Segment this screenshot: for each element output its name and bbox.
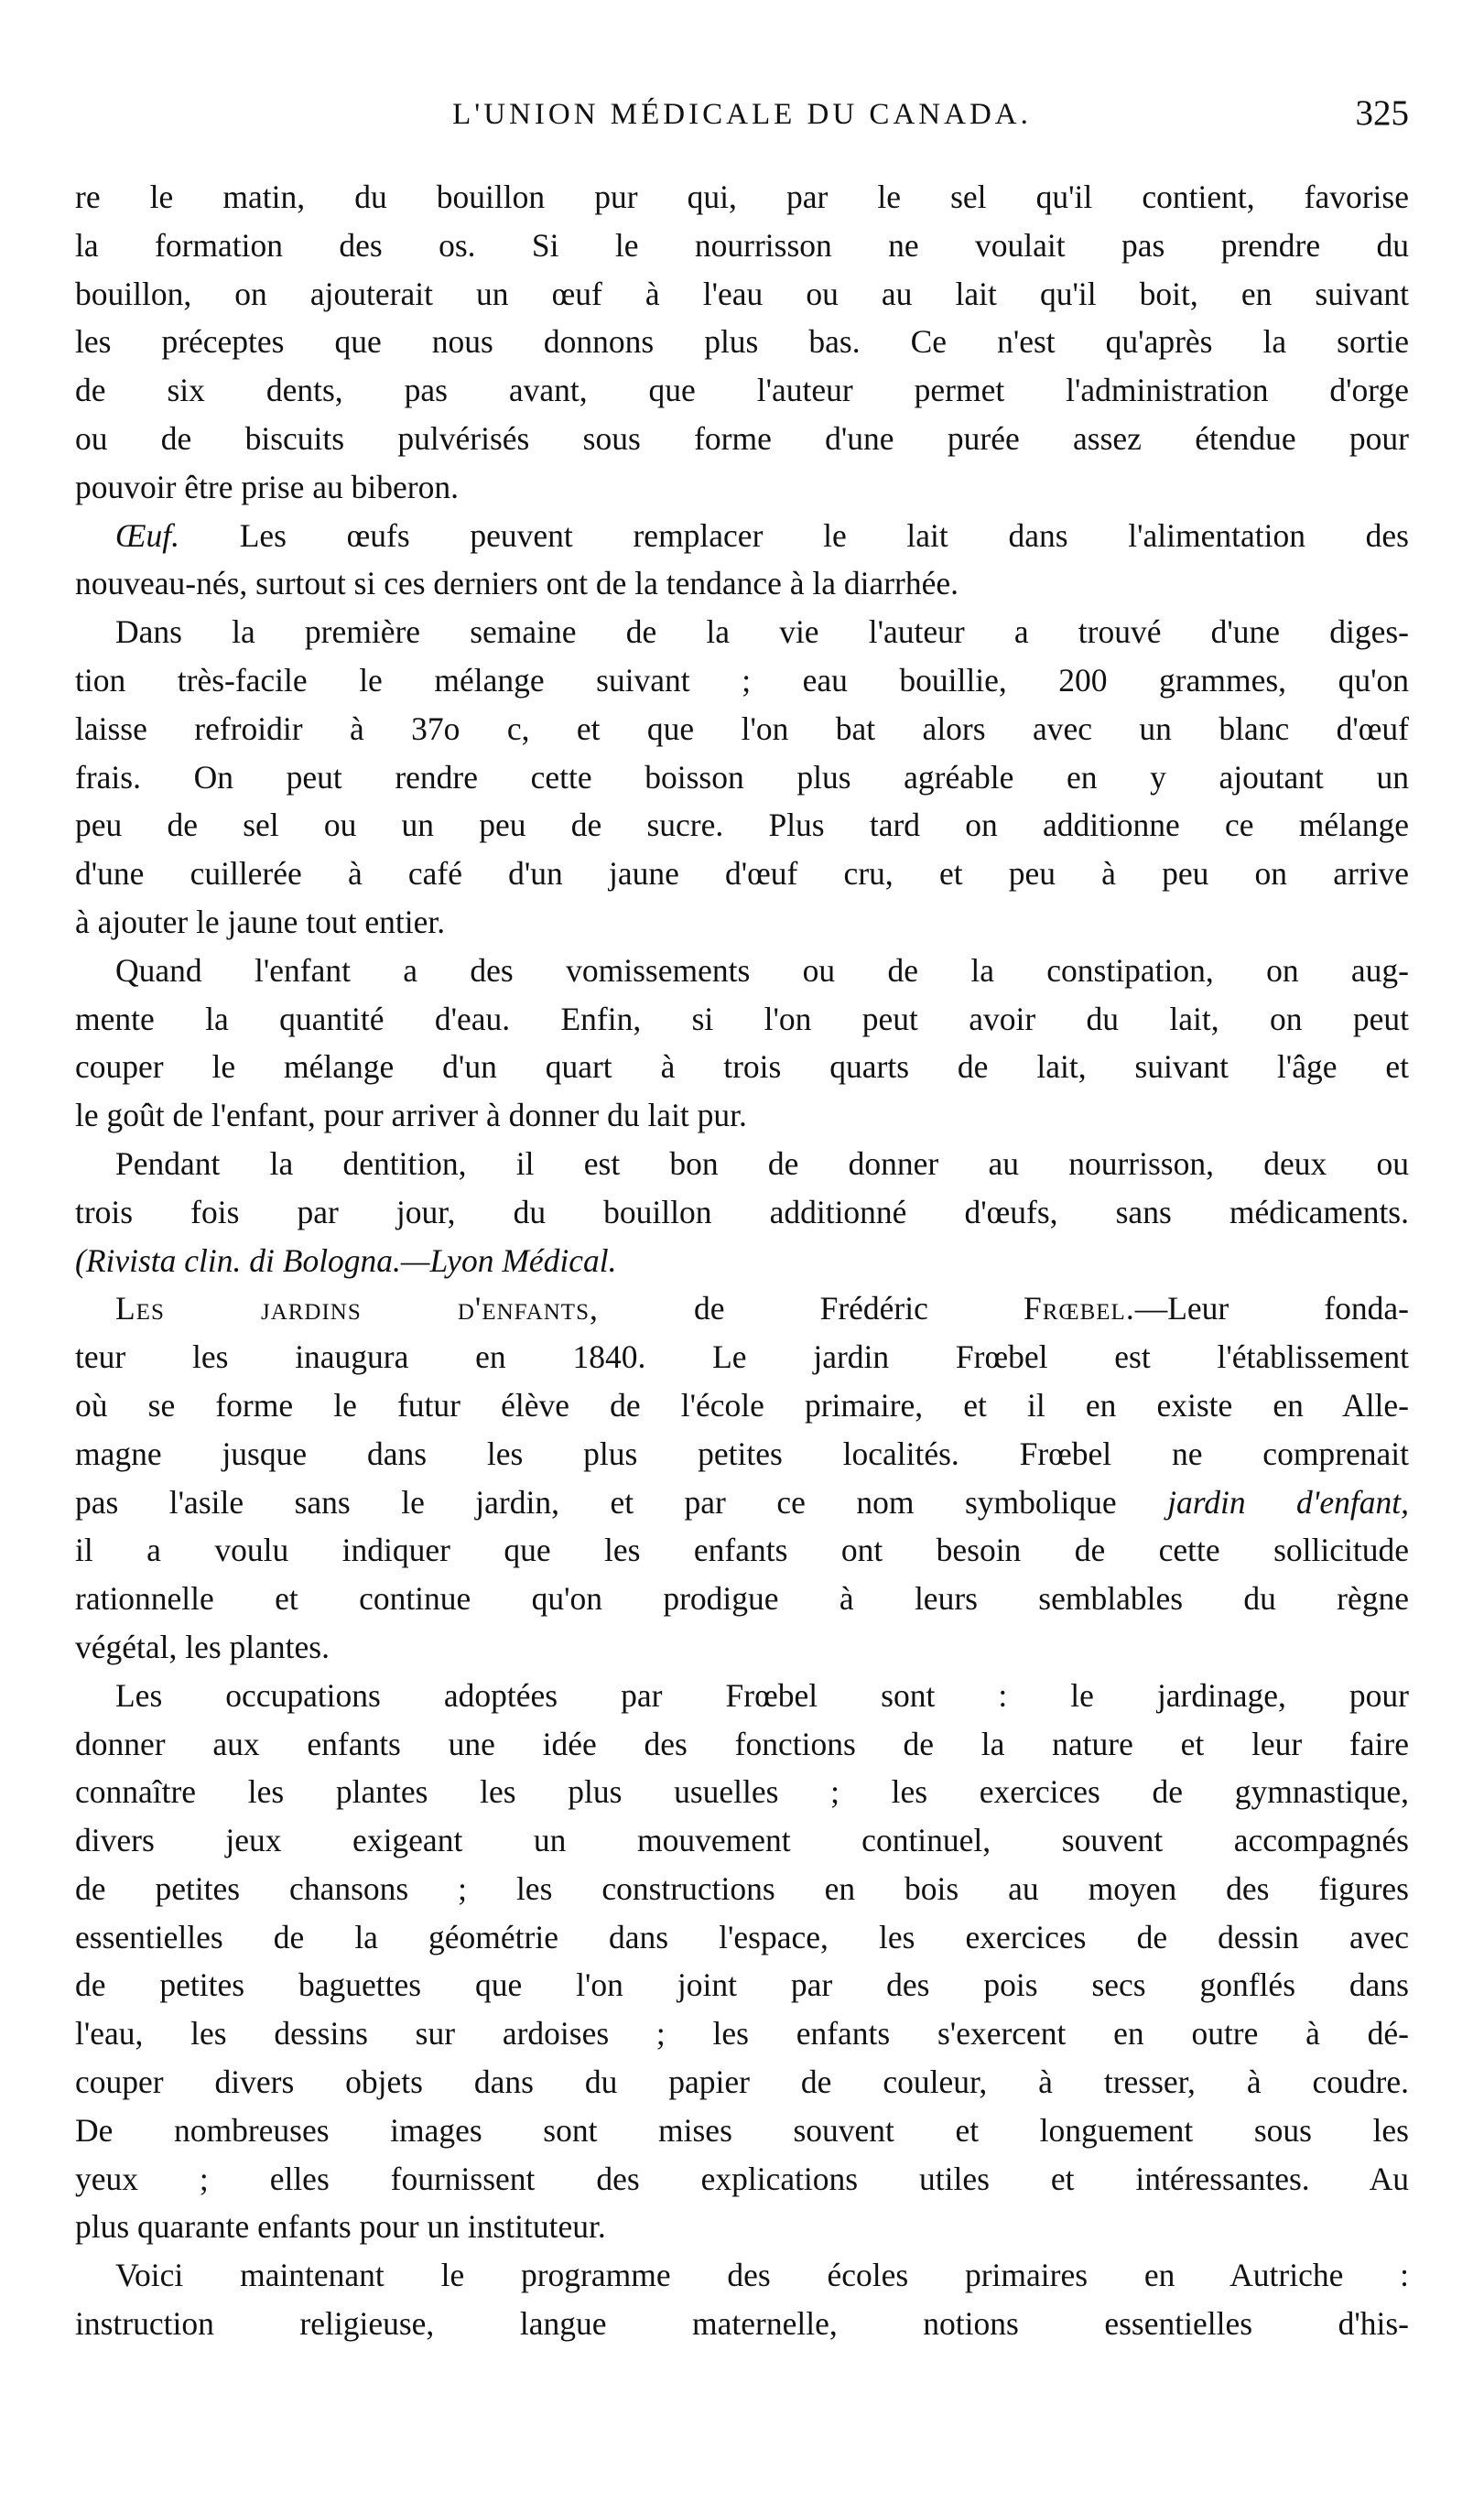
text-line: [75, 1479, 1409, 1527]
text-line: De nombreuses images sont mises souvent et longuement sous les: [75, 2111, 1409, 2149]
paragraph-premiere-semaine: [75, 608, 1409, 947]
text-line: instruction religieuse, langue maternelle, notions essentielles d'his-: [75, 2305, 1409, 2343]
text-run: Les œufs peuvent remplacer le lait dans l'alimentation des: [179, 516, 1409, 554]
text-line: le goût de l'enfant, pour arriver à donner du lait pur.: [75, 1097, 747, 1134]
paragraph-dentition: [75, 1140, 1409, 1284]
text-line: Les occupations adoptées par Frœbel sont : le jardinage, pour: [115, 1676, 1409, 1714]
text-line: rationnelle et continue qu'on prodigue à leurs semblables du règne: [75, 1580, 1409, 1618]
text-line: plus quarante enfants pour un instituteur.: [75, 2208, 606, 2246]
page-number: 325: [1355, 93, 1409, 133]
emphasis-jardin-enfant: jardin d'enfant,: [1167, 1483, 1409, 1521]
text-line: où se forme le futur élève de l'école primaire, et il en existe en Alle-: [75, 1386, 1409, 1424]
text-line: laisse refroidir à 37o c, et que l'on bat alors avec un blanc d'œuf: [75, 709, 1409, 747]
text-line: de petites chansons ; les constructions en bois au moyen des figures: [75, 1869, 1409, 1907]
section-heading-jardins: Les jardins d'enfants,: [115, 1290, 599, 1327]
paragraph-occupations: [75, 1672, 1409, 2252]
text-line: Pendant la dentition, il est bon de donner au nourrisson, deux ou: [115, 1144, 1409, 1182]
text-line: teur les inaugura en 1840. Le jardin Frœbel est l'établissement: [75, 1338, 1409, 1376]
text-run: pas l'asile sans le jardin, et par ce nom symbolique: [75, 1483, 1168, 1521]
running-head: [75, 87, 1409, 142]
text-line: trois fois par jour, du bouillon additionné d'œufs, sans médicaments.: [75, 1193, 1409, 1230]
text-line: couper le mélange d'un quart à trois quarts de lait, suivant l'âge et: [75, 1048, 1409, 1086]
text-line: [75, 1284, 1409, 1333]
text-line: de petites baguettes que l'on joint par des pois secs gonflés dans: [75, 1966, 1409, 2004]
text-line: peu de sel ou un peu de sucre. Plus tard on additionne ce mélange: [75, 807, 1409, 844]
text-line: mente la quantité d'eau. Enfin, si l'on peut avoir du lait, on peut: [75, 1000, 1409, 1037]
text-line: Dans la première semaine de la vie l'auteur a trouvé d'une diges-: [115, 613, 1409, 651]
text-line: tion très-facile le mélange suivant ; eau bouillie, 200 grammes, qu'on: [75, 661, 1409, 699]
text-line: divers jeux exigeant un mouvement continuel, souvent accompagnés: [75, 1822, 1409, 1859]
text-line: yeux ; elles fournissent des explications utiles et intéressantes. Au: [75, 2160, 1409, 2197]
text-line: [75, 512, 1409, 560]
text-line: il a voulu indiquer que les enfants ont besoin de cette sollicitude: [75, 1532, 1409, 1569]
section-lead-oeuf: Œuf.: [115, 516, 179, 554]
author-name: Frœbel.: [1023, 1290, 1135, 1327]
text-line: connaître les plantes les plus usuelles ; les exercices de gymnastique,: [75, 1773, 1409, 1811]
text-line: re le matin, du bouillon pur qui, par le sel qu'il contient, favorise: [75, 179, 1409, 215]
text-line: Voici maintenant le programme des écoles primaires en Autriche :: [115, 2257, 1409, 2294]
text-line: nouveau-nés, surtout si ces derniers ont de la tendance à la diarrhée.: [75, 565, 959, 602]
text-line: essentielles de la géométrie dans l'espace, les exercices de dessin avec: [75, 1918, 1409, 1955]
text-line: donner aux enfants une idée des fonctions de la nature et leur faire: [75, 1725, 1409, 1762]
text-line: pouvoir être prise au biberon.: [75, 468, 459, 505]
text-line: couper divers objets dans du papier de couleur, à tresser, à coudre.: [75, 2063, 1409, 2101]
text-line: la formation des os. Si le nourrisson ne voulait pas prendre du: [75, 226, 1409, 264]
source-citation: (Rivista clin. di Bologna.—Lyon Médical.: [75, 1241, 617, 1279]
text-line: les préceptes que nous donnons plus bas. Ce n'est qu'après la sortie: [75, 323, 1409, 361]
text-run: —Leur fonda-: [1134, 1290, 1409, 1327]
book-page: [75, 87, 1409, 2348]
text-line: d'une cuillerée à café d'un jaune d'œuf cru, et peu à peu on arrive: [75, 855, 1409, 893]
text-line: Quand l'enfant a des vomissements ou de la constipation, on aug-: [115, 951, 1409, 989]
paragraph-bouillon: [75, 173, 1409, 512]
text-line: l'eau, les dessins sur ardoises ; les enfants s'exercent en outre à dé-: [75, 2015, 1409, 2053]
running-title: L'UNION MÉDICALE DU CANADA.: [452, 98, 1032, 131]
text-line: bouillon, on ajouterait un œuf à l'eau ou au lait qu'il boit, en suivant: [75, 275, 1409, 312]
text-line: ou de biscuits pulvérisés sous forme d'une purée assez étendue pour: [75, 419, 1409, 457]
text-line: frais. On peut rendre cette boisson plus agréable en y ajoutant un: [75, 758, 1409, 796]
paragraph-programme-autriche: [75, 2251, 1409, 2348]
text-line: à ajouter le jaune tout entier.: [75, 903, 446, 940]
paragraph-oeuf: [75, 512, 1409, 609]
text-line: végétal, les plantes.: [75, 1628, 330, 1665]
text-run: de Frédéric: [598, 1290, 1024, 1327]
paragraph-jardins-enfants: [75, 1284, 1409, 1671]
paragraph-vomissements: [75, 947, 1409, 1140]
text-line: de six dents, pas avant, que l'auteur permet l'administration d'orge: [75, 372, 1409, 409]
text-line: magne jusque dans les plus petites localités. Frœbel ne comprenait: [75, 1435, 1409, 1472]
